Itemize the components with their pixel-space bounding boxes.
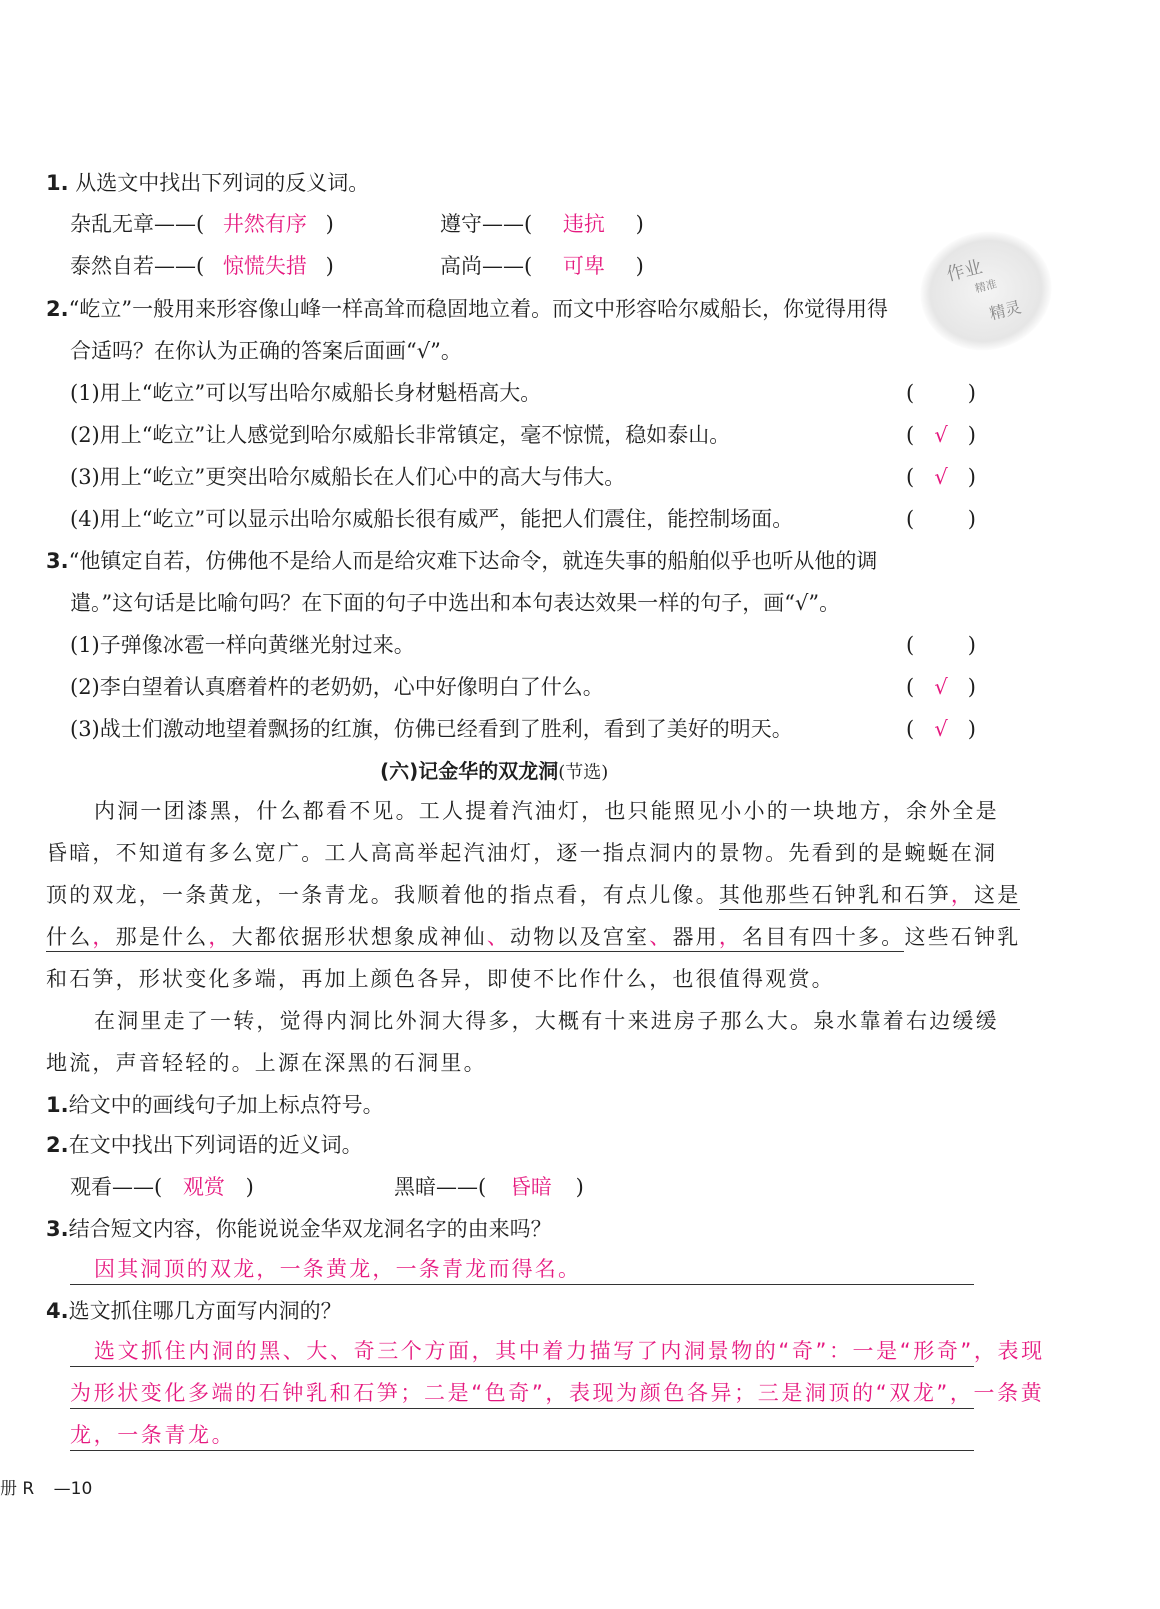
- answer-bracket: ( √ ): [906, 675, 977, 699]
- passage-line: [46, 921, 1020, 953]
- answer-field: 可卑: [562, 254, 605, 278]
- option-text: (1)用上“屹立”可以写出哈尔威船长身材魁梧高大。: [70, 381, 542, 405]
- antonym-pair: [70, 208, 334, 240]
- answer-bracket: ( √ ): [906, 423, 977, 447]
- answer-line: [70, 1284, 974, 1285]
- question-text: 在文中找出下列词语的近义词。: [68, 1133, 363, 1157]
- question-text: “屹立”一般用来形容像山峰一样高耸而稳固地立着。而文中形容哈尔威船长，你觉得用得: [68, 297, 889, 321]
- underlined-text: 大都依据形状想象成神仙: [231, 925, 487, 949]
- passage-line: 内洞一团漆黑，什么都看不见。工人提着汽油灯，也只能照见小小的一块地方，余外全是: [94, 799, 999, 823]
- check-mark: √: [934, 717, 948, 741]
- sub-question-2: [46, 1129, 363, 1161]
- footer-label: 册 R: [0, 1479, 35, 1499]
- underlined-text: 器用: [672, 925, 719, 949]
- answer-field: 井然有序: [222, 212, 307, 236]
- question-text: 从选文中找出下列词的反义词。: [75, 171, 370, 195]
- passage-line: [46, 879, 1020, 911]
- stamp-text: 精灵: [987, 297, 1024, 324]
- question-number: 2.: [46, 1133, 69, 1157]
- synonym-pair: [70, 1171, 254, 1203]
- question-text-cont: 合适吗？在你认为正确的答案后面画“√”。: [70, 339, 462, 363]
- answer-line: [70, 1408, 974, 1409]
- answer-line: [70, 1450, 974, 1451]
- question-number: 1.: [46, 1093, 69, 1117]
- sub-question-4: [46, 1295, 342, 1327]
- question-number: 3.: [46, 549, 69, 573]
- option-text: (2)用上“屹立”让人感觉到哈尔威船长非常镇定，毫不惊慌，稳如泰山。: [70, 423, 731, 447]
- answer-field: 惊慌失措: [222, 254, 307, 278]
- section-note: (节选): [558, 762, 609, 783]
- added-punctuation: 、: [486, 925, 511, 949]
- option-text: (2)李白望着认真磨着杵的老奶奶，心中好像明白了什么。: [70, 675, 604, 699]
- underlined-text: 动物以及宫室: [510, 925, 650, 949]
- bracket-close: ): [635, 254, 644, 278]
- section-title: [380, 755, 608, 789]
- answer-text: 选文抓住内洞的黑、大、奇三个方面，其中着力描写了内洞景物的“奇”：一是“形奇”，表现: [94, 1339, 1045, 1363]
- question-3: [46, 545, 877, 577]
- option-text: (3)用上“屹立”更突出哈尔威船长在人们心中的高大与伟大。: [70, 465, 626, 489]
- added-punctuation: ，: [950, 883, 975, 907]
- synonym-pair: [394, 1171, 584, 1203]
- antonym-pair: [70, 250, 334, 282]
- antonym-pair: [440, 250, 644, 282]
- passage-text: 顶的双龙，一条黄龙，一条青龙。我顺着他的指点看，有点儿像。: [46, 883, 719, 907]
- answer-bracket: ( ): [906, 507, 976, 531]
- underlined-sentence: [46, 925, 904, 952]
- answer-text: 因其洞顶的双龙，一条黄龙，一条青龙而得名。: [94, 1257, 582, 1281]
- answer-bracket: ( ): [906, 381, 976, 405]
- passage-text: 这些石钟乳: [904, 925, 1021, 949]
- bracket-close: ): [325, 212, 334, 236]
- answer-bracket: ( ): [906, 633, 976, 657]
- question-number: 2.: [46, 297, 69, 321]
- answer-field: 违抗: [562, 212, 605, 236]
- option-text: (3)战士们激动地望着飘扬的红旗，仿佛已经看到了胜利，看到了美好的明天。: [70, 717, 793, 741]
- underlined-text: 名目有四十多。: [742, 925, 905, 949]
- bracket-close: ): [635, 212, 644, 236]
- check-mark: √: [934, 423, 948, 447]
- question-text-cont: 遣。”这句话是比喻句吗？在下面的句子中选出和本句表达效果一样的句子，画“√”。: [70, 591, 841, 615]
- underlined-text: 这是: [974, 883, 1021, 907]
- term: 泰然自若——(: [70, 254, 205, 278]
- answer-field: 昏暗: [509, 1175, 552, 1199]
- question-text: “他镇定自若，仿佛他不是给人而是给灾难下达命令，就连失事的船舶似乎也听从他的调: [68, 549, 878, 573]
- answer-line: [70, 1366, 974, 1367]
- check-mark: √: [934, 675, 948, 699]
- passage-line: 在洞里走了一转，觉得内洞比外洞大得多，大概有十来进房子那么大。泉水靠着右边缓缓: [94, 1009, 999, 1033]
- sub-question-1: [46, 1089, 384, 1121]
- answer-text: 为形状变化多端的石钟乳和石笋；二是“色奇”，表现为颜色各异；三是洞顶的“双龙”，一条黄: [70, 1381, 1045, 1405]
- term: 杂乱无章——(: [70, 212, 205, 236]
- underlined-text: 什么: [46, 925, 93, 949]
- option-text: (4)用上“屹立”可以显示出哈尔威船长很有威严，能把人们震住，能控制场面。: [70, 507, 794, 531]
- answer-bracket: ( √ ): [906, 717, 977, 741]
- question-1: [46, 167, 369, 199]
- question-2: [46, 293, 888, 325]
- term: 遵守——(: [440, 212, 533, 236]
- section-title-text: (六)记金华的双龙洞: [380, 759, 559, 783]
- question-number: 3.: [46, 1217, 69, 1241]
- question-text: 结合短文内容，你能说说金华双龙洞名字的由来吗？: [68, 1217, 552, 1241]
- answer-bracket: ( √ ): [906, 465, 977, 489]
- antonym-pair: [440, 208, 644, 240]
- bracket-close: ): [575, 1175, 584, 1199]
- check-mark: √: [934, 465, 948, 489]
- page-footer: [0, 1474, 92, 1499]
- term: 高尚——(: [440, 254, 533, 278]
- added-punctuation: ，: [208, 925, 232, 949]
- question-number: 1.: [46, 171, 69, 195]
- answer-field: 观赏: [182, 1175, 225, 1199]
- added-punctuation: ，: [718, 925, 743, 949]
- bracket-close: ): [245, 1175, 254, 1199]
- question-number: 4.: [46, 1299, 69, 1323]
- answer-text: 龙，一条青龙。: [70, 1423, 236, 1447]
- bracket-close: ): [325, 254, 334, 278]
- underlined-text: 其他那些石钟乳和石笋: [718, 883, 951, 907]
- added-punctuation: ，: [92, 925, 116, 949]
- underlined-text: 那是什么: [115, 925, 209, 949]
- term: 黑暗——(: [394, 1175, 487, 1199]
- stamp-text: 精准: [973, 277, 999, 296]
- underlined-sentence: [719, 883, 1021, 910]
- question-text: 给文中的画线句子加上标点符号。: [68, 1093, 384, 1117]
- stamp-text: 作业: [944, 256, 985, 286]
- sub-question-3: [46, 1213, 552, 1245]
- passage-line: 和石笋，形状变化多端，再加上颜色各异，即使不比作什么，也很值得观赏。: [46, 967, 835, 991]
- added-punctuation: 、: [649, 925, 673, 949]
- term: 观看——(: [70, 1175, 163, 1199]
- question-text: 选文抓住哪几方面写内洞的？: [68, 1299, 342, 1323]
- passage-line: 昏暗，不知道有多么宽广。工人高高举起汽油灯，逐一指点洞内的景物。先看到的是蜿蜒在洞: [46, 841, 998, 865]
- passage-line: 地流，声音轻轻的。上源在深黑的石洞里。: [46, 1051, 487, 1075]
- option-text: (1)子弹像冰雹一样向黄继光射过来。: [70, 633, 415, 657]
- watermark-stamp: [908, 218, 1065, 364]
- page-number: —10: [53, 1479, 93, 1499]
